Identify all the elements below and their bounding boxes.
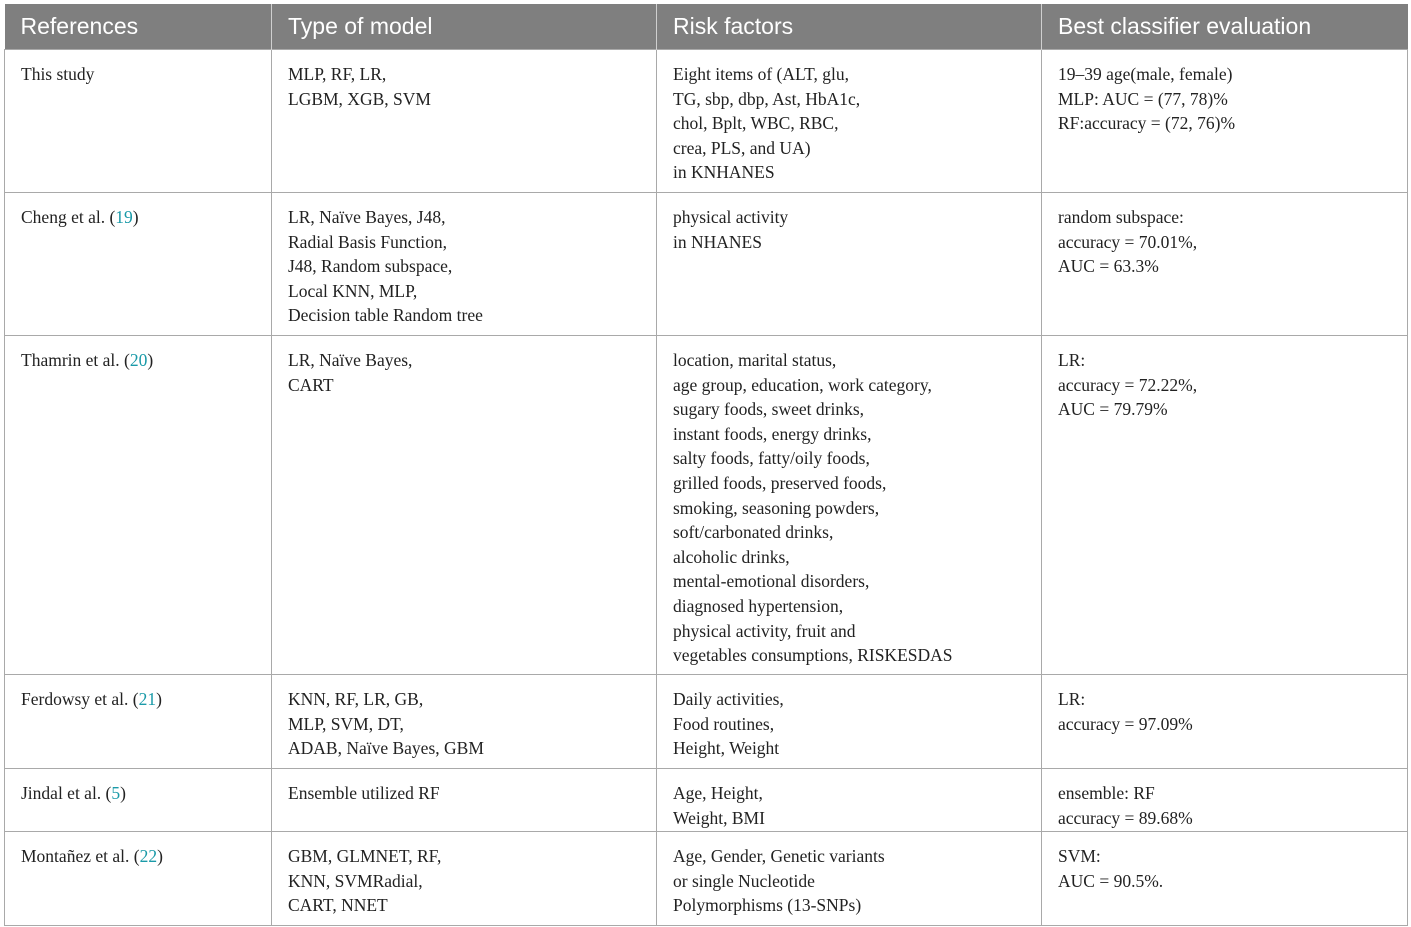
risk-factor-line: alcoholic drinks,: [673, 546, 790, 567]
model-line: ADAB, Naïve Bayes, GBM: [288, 738, 484, 759]
header-best-classifier-evaluation: Best classifier evaluation: [1042, 4, 1408, 50]
reference-cell: [5, 832, 272, 926]
model-line: CART: [288, 374, 334, 395]
citation-close-paren: ): [132, 207, 139, 227]
risk-factor-line: Polymorphisms (13-SNPs): [673, 895, 862, 916]
model-line: MLP, SVM, DT,: [288, 713, 404, 734]
model-cell: [272, 193, 657, 336]
reference-author: Ferdowsy et al. (: [21, 689, 139, 709]
citation-close-paren: ): [147, 350, 154, 370]
model-line: LR, Naïve Bayes, J48,: [288, 207, 446, 227]
risk-factor-line: physical activity: [673, 207, 789, 227]
risk-factor-line: Eight items of (ALT, glu,: [673, 64, 849, 84]
reference-cell: [5, 336, 272, 675]
risk-factor-line: mental-emotional disorders,: [673, 571, 870, 592]
model-line: GBM, GLMNET, RF,: [288, 846, 442, 866]
risk-factor-line: crea, PLS, and UA): [673, 137, 811, 158]
table-row: [5, 832, 1408, 926]
risk-factor-line: in NHANES: [673, 231, 762, 252]
evaluation-cell: [1042, 832, 1408, 926]
risk-factor-line: sugary foods, sweet drinks,: [673, 399, 865, 420]
evaluation-cell: [1042, 336, 1408, 675]
risk-factors-cell: [657, 675, 1042, 769]
evaluation-line: LR:: [1058, 689, 1086, 709]
evaluation-line: MLP: AUC = (77, 78)%: [1058, 88, 1228, 109]
citation-close-paren: ): [120, 783, 126, 803]
risk-factor-line: grilled foods, preserved foods,: [673, 472, 887, 493]
risk-factor-line: instant foods, energy drinks,: [673, 423, 872, 444]
table-row: [5, 50, 1408, 193]
risk-factor-line: Weight, BMI: [673, 807, 765, 828]
header-references: References: [5, 4, 272, 50]
risk-factors-cell: [657, 769, 1042, 832]
reference-author: Cheng et al. (: [21, 207, 116, 227]
evaluation-line: accuracy = 70.01%,: [1058, 231, 1198, 252]
model-line: KNN, RF, LR, GB,: [288, 689, 424, 709]
header-type-of-model: Type of model: [272, 4, 657, 50]
risk-factor-line: soft/carbonated drinks,: [673, 522, 834, 543]
reference-cell: [5, 769, 272, 832]
evaluation-line: AUC = 79.79%: [1058, 399, 1168, 420]
model-line: Ensemble utilized RF: [288, 783, 440, 803]
model-cell: [272, 336, 657, 675]
model-cell: [272, 50, 657, 193]
citation-link[interactable]: 5: [111, 783, 121, 803]
reference-author: Thamrin et al. (: [21, 350, 130, 370]
evaluation-line: AUC = 90.5%.: [1058, 870, 1164, 891]
risk-factor-line: diagnosed hypertension,: [673, 595, 844, 616]
table-body: [5, 50, 1408, 926]
evaluation-line: SVM:: [1058, 846, 1101, 866]
evaluation-line: random subspace:: [1058, 207, 1184, 227]
model-cell: [272, 675, 657, 769]
evaluation-line: accuracy = 97.09%: [1058, 713, 1193, 734]
header-risk-factors: Risk factors: [657, 4, 1042, 50]
references-table: [4, 4, 1408, 926]
evaluation-line: 19–39 age(male, female): [1058, 64, 1233, 84]
risk-factor-line: age group, education, work category,: [673, 374, 932, 395]
reference-author: This study: [21, 64, 95, 84]
model-line: J48, Random subspace,: [288, 256, 453, 277]
evaluation-cell: [1042, 675, 1408, 769]
citation-close-paren: ): [156, 689, 162, 709]
evaluation-line: AUC = 63.3%: [1058, 256, 1159, 277]
risk-factor-line: location, marital status,: [673, 350, 837, 370]
table-row: [5, 336, 1408, 675]
table-row: [5, 769, 1408, 832]
reference-author: Jindal et al. (: [21, 783, 112, 803]
risk-factor-line: chol, Bplt, WBC, RBC,: [673, 113, 839, 134]
citation-link[interactable]: 19: [115, 207, 133, 227]
evaluation-cell: [1042, 769, 1408, 832]
risk-factor-line: Food routines,: [673, 713, 775, 734]
reference-author: Montañez et al. (: [21, 846, 140, 866]
evaluation-cell: [1042, 50, 1408, 193]
risk-factor-line: Daily activities,: [673, 689, 784, 709]
evaluation-line: accuracy = 89.68%: [1058, 807, 1193, 828]
risk-factor-line: Age, Height,: [673, 783, 763, 803]
risk-factor-line: Height, Weight: [673, 738, 780, 759]
evaluation-line: LR:: [1058, 350, 1086, 370]
model-line: KNN, SVMRadial,: [288, 870, 423, 891]
table-row: [5, 193, 1408, 336]
risk-factor-line: physical activity, fruit and: [673, 620, 856, 641]
risk-factor-line: vegetables consumptions, RISKESDAS: [673, 645, 953, 666]
risk-factor-line: in KNHANES: [673, 162, 775, 183]
model-line: LR, Naïve Bayes,: [288, 350, 413, 370]
reference-cell: [5, 675, 272, 769]
risk-factor-line: smoking, seasoning powders,: [673, 497, 880, 518]
citation-link[interactable]: 20: [129, 350, 148, 370]
citation-close-paren: ): [157, 846, 163, 866]
evaluation-line: ensemble: RF: [1058, 783, 1155, 803]
model-line: MLP, RF, LR,: [288, 64, 387, 84]
risk-factor-line: or single Nucleotide: [673, 870, 815, 891]
reference-cell: [5, 50, 272, 193]
citation-link[interactable]: 22: [139, 846, 158, 866]
header-row: [5, 4, 1408, 50]
reference-cell: [5, 193, 272, 336]
risk-factor-line: salty foods, fatty/oily foods,: [673, 448, 870, 469]
model-line: LGBM, XGB, SVM: [288, 88, 431, 109]
risk-factor-line: Age, Gender, Genetic variants: [673, 846, 885, 866]
risk-factors-cell: [657, 336, 1042, 675]
evaluation-line: RF:accuracy = (72, 76)%: [1058, 113, 1236, 134]
table-row: [5, 675, 1408, 769]
citation-link[interactable]: 21: [138, 689, 157, 709]
evaluation-line: accuracy = 72.22%,: [1058, 374, 1198, 395]
model-line: Radial Basis Function,: [288, 231, 447, 252]
table-header: [5, 4, 1408, 50]
risk-factors-cell: [657, 50, 1042, 193]
model-cell: [272, 769, 657, 832]
risk-factors-cell: [657, 193, 1042, 336]
evaluation-cell: [1042, 193, 1408, 336]
model-cell: [272, 832, 657, 926]
model-line: CART, NNET: [288, 895, 388, 916]
risk-factor-line: TG, sbp, dbp, Ast, HbA1c,: [673, 88, 861, 109]
model-line: Local KNN, MLP,: [288, 280, 418, 301]
risk-factors-cell: [657, 832, 1042, 926]
model-line: Decision table Random tree: [288, 305, 483, 326]
